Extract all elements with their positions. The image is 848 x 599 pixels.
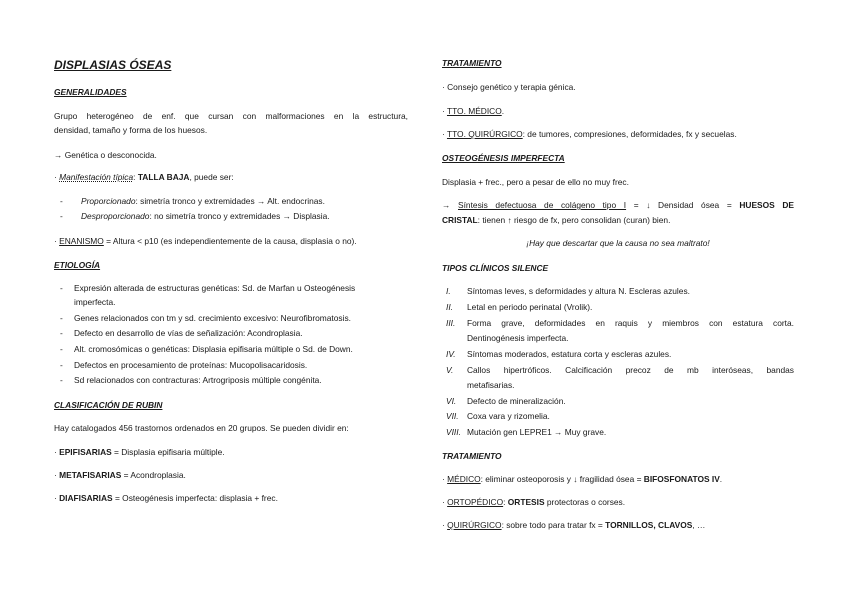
tto-medico-line: · TTO. MÉDICO. (442, 106, 505, 116)
section-heading-oi: OSTEOGÉNESIS IMPERFECTA (442, 153, 565, 163)
section-heading-tratamiento-oi: TRATAMIENTO (442, 451, 502, 461)
generalidades-intro-line1: Grupo heterogéneo de enf. que cursan con malformaciones en la estructura, (54, 111, 408, 121)
tratamiento-medico-line: · MÉDICO: eliminar osteoporosis y ↓ fragilidad ósea = BIFOSFONATOS IV. (442, 474, 723, 484)
rubin-diafisarias: · DIAFISARIAS = Osteogénesis imperfecta: displasia + frec. (54, 493, 278, 503)
genetica-line: → Genética o desconocida. (54, 150, 157, 160)
page-title: DISPLASIAS ÓSEAS (54, 58, 172, 72)
section-heading-generalidades: GENERALIDADES (54, 87, 127, 97)
section-heading-tratamiento: TRATAMIENTO (442, 58, 502, 68)
manifestacion-label: Manifestación típica (59, 172, 134, 182)
manifestacion-line: · Manifestación típica: TALLA BAJA, puede ser: (54, 172, 234, 182)
enanismo-label: ENANISMO (59, 236, 104, 246)
generalidades-intro-line2: densidad, tamaño y forma de los huesos. (54, 125, 208, 135)
section-heading-silence: TIPOS CLÍNICOS SILENCE (442, 263, 549, 273)
rubin-metafisarias: · METAFISARIAS = Acondroplasia. (54, 470, 186, 480)
tratamiento-quirurgico-line: · QUIRÚRGICO: sobre todo para tratar fx = TORNILLOS, CLAVOS, … (442, 520, 706, 530)
talla-baja: TALLA BAJA (137, 172, 190, 182)
oi-sintesis-line2: CRISTAL: tienen ↑ riesgo de fx, pero consolidan (curan) bien. (442, 215, 671, 225)
oi-note: ¡Hay que descartar que la causa no sea maltrato! (526, 238, 710, 248)
section-heading-etiologia: ETIOLOGÍA (54, 260, 101, 270)
consejo-line: · Consejo genético y terapia génica. (442, 82, 576, 92)
tratamiento-ortopedico-line: · ORTOPÉDICO: ORTESIS protectoras o corses. (442, 497, 626, 507)
enanismo-line: · ENANISMO = Altura < p10 (es independientemente de la causa, displasia o no). (54, 236, 357, 246)
tto-quirurgico-line: · TTO. QUIRÚRGICO: de tumores, compresiones, deformidades, fx y secuelas. (442, 129, 737, 139)
rubin-intro: Hay catalogados 456 trastornos ordenados en 20 grupos. Se pueden dividir en: (54, 423, 349, 433)
oi-sintesis-line1: → Síntesis defectuosa de colágeno tipo I = ↓ Densidad ósea = HUESOS DE (442, 200, 795, 210)
rubin-epifisarias: · EPIFISARIAS = Displasia epifisaria múltiple. (54, 447, 225, 457)
oi-intro: Displasia + frec., pero a pesar de ello no muy frec. (442, 177, 629, 187)
section-heading-rubin: CLASIFICACIÓN DE RUBIN (54, 400, 163, 410)
